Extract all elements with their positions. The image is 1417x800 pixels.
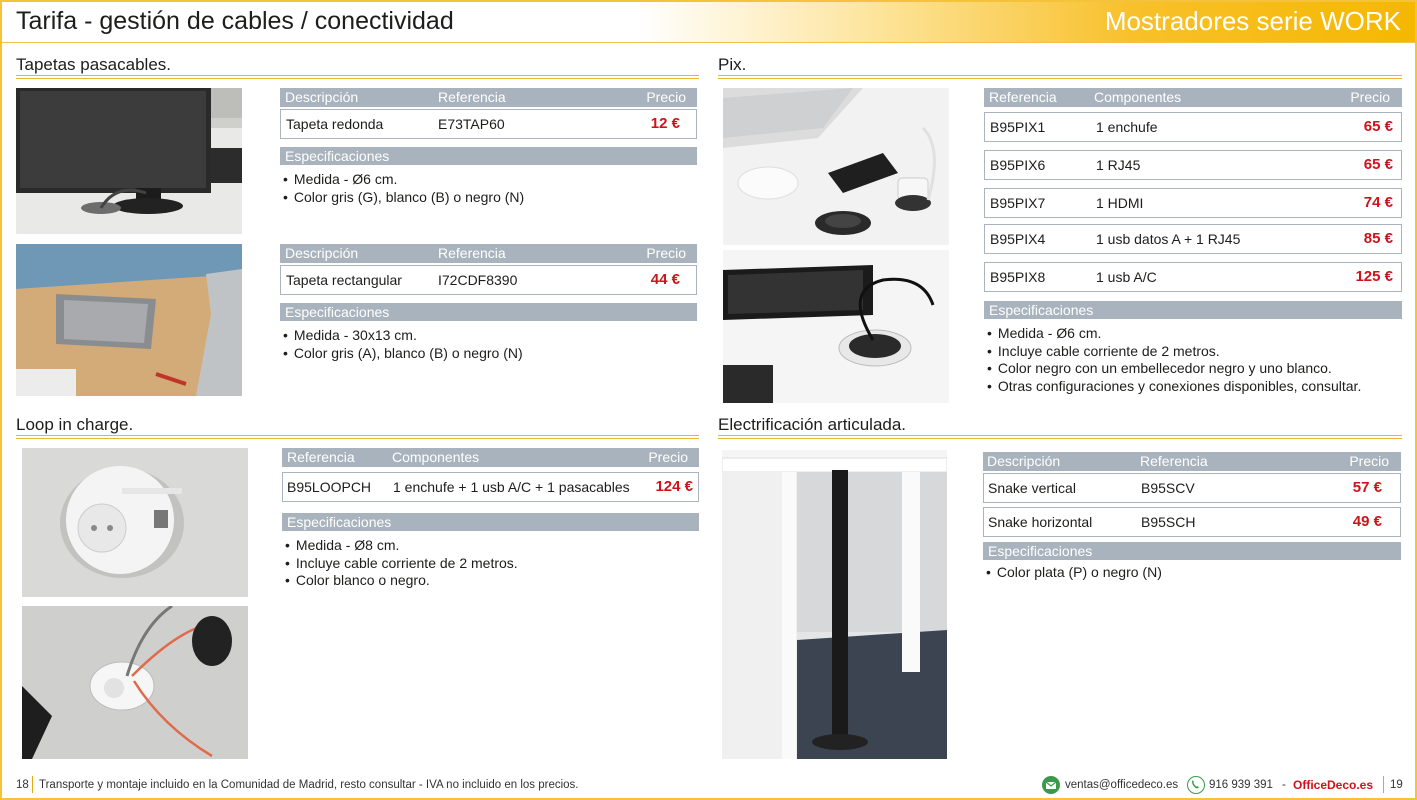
col-header-componentes: Componentes [392,449,480,465]
footer-separator [32,776,33,793]
col-header-precio: Precio [648,449,688,465]
cell-precio: 12 € [650,115,680,132]
table-header [983,452,1401,471]
cell-referencia: B95PIX6 [990,157,1046,173]
spec-item: • Medida - Ø6 cm. [987,325,1361,343]
col-header-referencia: Referencia [438,245,506,261]
email-icon [1042,776,1060,794]
cell-componentes: 1 RJ45 [1096,157,1141,173]
cell-referencia: E73TAP60 [438,116,505,132]
cell-precio: 57 € [1352,479,1382,496]
cell-precio: 44 € [650,271,680,288]
cell-referencia: B95SCH [1141,514,1196,530]
col-header-referencia: Referencia [989,89,1057,105]
col-header-descripcion: Descripción [285,89,359,105]
col-header-descripcion: Descripción [285,245,359,261]
cell-referencia: I72CDF8390 [438,272,518,288]
cell-referencia: B95LOOPCH [287,479,372,495]
cell-precio: 74 € [1363,194,1393,211]
table-row [984,262,1402,292]
spec-header: Especificaciones [282,513,699,531]
page-number-left: 18 [16,779,29,791]
footer-separator [1383,776,1384,793]
spec-item: • Color plata (P) o negro (N) [986,564,1162,582]
cell-descripcion: Snake vertical [988,480,1076,496]
section-divider [718,435,1402,439]
cell-precio: 65 € [1363,156,1393,173]
spec-list [986,564,1162,582]
cell-precio: 85 € [1363,230,1393,247]
cell-descripcion: Tapeta rectangular [286,272,402,288]
cell-precio: 49 € [1352,513,1382,530]
spec-item: • Medida - 30x13 cm. [283,327,523,345]
table-row [984,224,1402,254]
spec-item: • Color blanco o negro. [285,572,518,590]
section-title-loop: Loop in charge. [16,415,134,434]
photo-loop-socket [22,448,248,597]
spec-list [283,171,524,206]
section-divider [16,435,699,439]
page-footer [0,772,1417,800]
phone-icon [1187,776,1205,794]
spec-header: Especificaciones [280,303,697,321]
spec-list [285,537,518,590]
cell-referencia: B95PIX1 [990,119,1046,135]
spec-item: • Color gris (G), blanco (B) o negro (N) [283,189,524,207]
cell-componentes: 1 enchufe [1096,119,1158,135]
section-divider [718,75,1402,79]
spec-header: Especificaciones [984,301,1402,319]
cell-precio: 124 € [655,478,693,495]
section-title-tapetas: Tapetas pasacables. [16,55,171,74]
table-row [984,112,1402,142]
page-title: Tarifa - gestión de cables / conectividad [16,7,454,35]
cell-referencia: B95PIX7 [990,195,1046,211]
cell-referencia: B95SCV [1141,480,1195,496]
photo-rect-grommet [16,244,242,396]
table-row [983,473,1401,503]
table-header [282,448,699,467]
cell-componentes: 1 enchufe + 1 usb A/C + 1 pasacables [393,479,630,495]
photo-pix-detail [723,250,949,403]
table-row [282,472,699,502]
cell-referencia: B95PIX4 [990,231,1046,247]
footer-dash: - [1282,779,1286,791]
footer-phone[interactable]: 916 939 391 [1209,779,1273,791]
spec-header: Especificaciones [280,147,697,165]
series-title: Mostradores serie WORK [1104,6,1401,36]
col-header-componentes: Componentes [1094,89,1182,105]
col-header-referencia: Referencia [438,89,506,105]
col-header-precio: Precio [646,89,686,105]
footer-email[interactable]: ventas@officedeco.es [1065,779,1179,791]
cell-descripcion: Tapeta redonda [286,116,384,132]
spec-list [283,327,523,362]
col-header-referencia: Referencia [287,449,355,465]
cell-componentes: 1 HDMI [1096,195,1144,211]
table-row [984,150,1402,180]
table-row [984,188,1402,218]
cell-componentes: 1 usb datos A + 1 RJ45 [1096,231,1241,247]
table-header [280,88,697,107]
col-header-precio: Precio [1350,89,1390,105]
page-header [0,0,1417,43]
spec-item: • Color negro con un embellecedor negro y uno blanco. [987,360,1361,378]
cell-componentes: 1 usb A/C [1096,269,1157,285]
section-title-pix: Pix. [718,55,747,74]
photo-pix-desk [723,88,949,245]
table-row [280,109,697,139]
table-header [280,244,697,263]
footer-note: Transporte y montaje incluido en la Comunidad de Madrid, resto consultar - IVA no incluido en los precios. [39,779,579,791]
spec-item: • Medida - Ø8 cm. [285,537,518,555]
spec-item: • Incluye cable corriente de 2 metros. [285,555,518,573]
photo-round-grommet [16,88,242,234]
spec-header: Especificaciones [983,542,1401,560]
cell-referencia: B95PIX8 [990,269,1046,285]
col-header-referencia: Referencia [1140,453,1208,469]
spec-list [987,325,1361,395]
col-header-precio: Precio [646,245,686,261]
cell-precio: 125 € [1355,268,1393,285]
section-divider [16,75,699,79]
cell-precio: 65 € [1363,118,1393,135]
photo-snake-spine [722,450,947,759]
spec-item: • Color gris (A), blanco (B) o negro (N) [283,345,523,363]
table-row [983,507,1401,537]
spec-item: • Medida - Ø6 cm. [283,171,524,189]
col-header-precio: Precio [1349,453,1389,469]
section-title-electrificacion: Electrificación articulada. [718,415,907,434]
photo-loop-usage [22,606,248,759]
table-header [984,88,1402,107]
spec-item: • Otras configuraciones y conexiones disponibles, consultar. [987,378,1361,396]
footer-brand[interactable]: OfficeDeco.es [1293,778,1374,792]
page-number-right: 19 [1390,779,1403,791]
cell-descripcion: Snake horizontal [988,514,1093,530]
spec-item: • Incluye cable corriente de 2 metros. [987,343,1361,361]
col-header-descripcion: Descripción [987,453,1061,469]
table-row [280,265,697,295]
